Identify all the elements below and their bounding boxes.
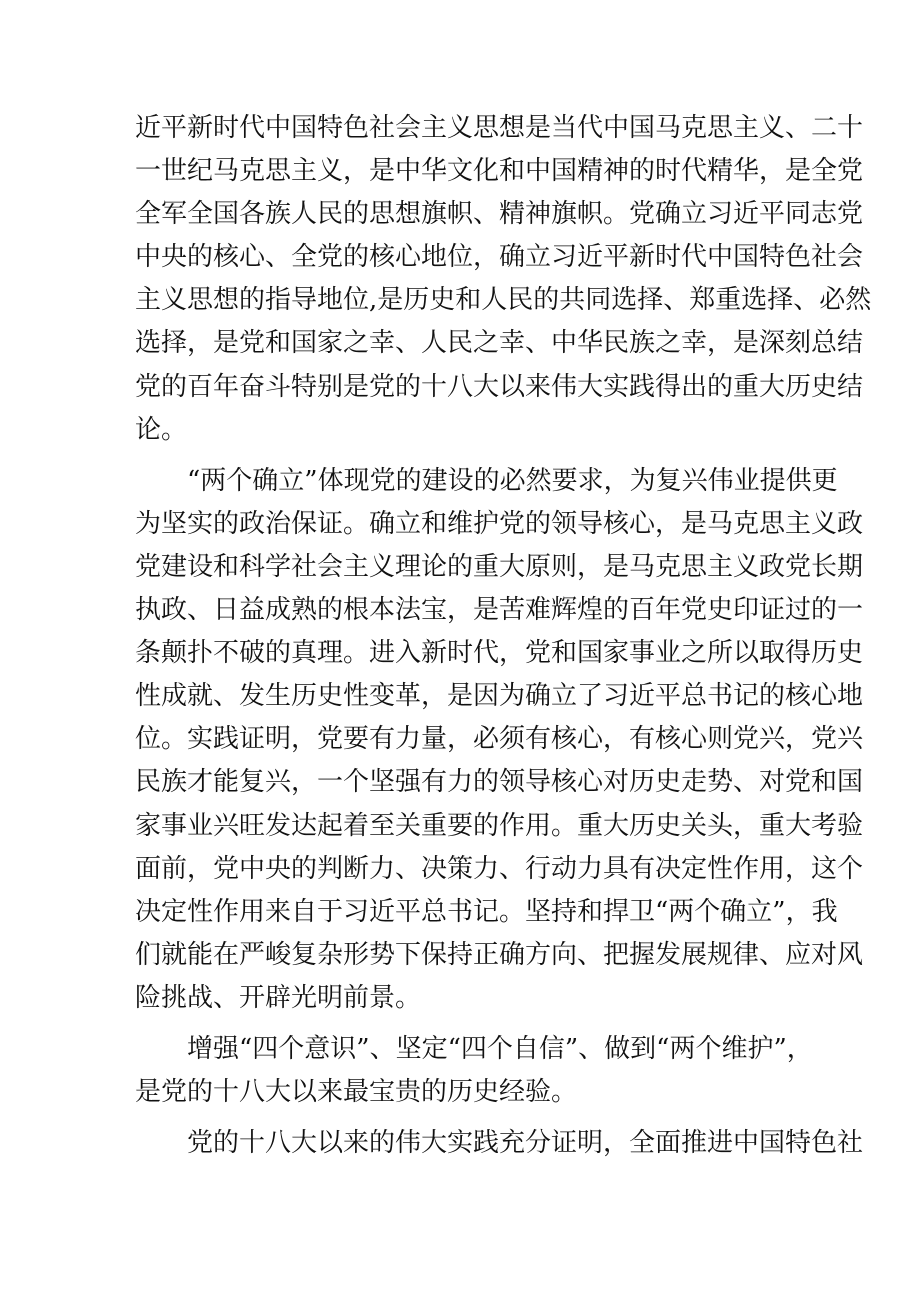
text-line: 选择，是党和国家之幸、人民之幸、中华民族之幸，是深刻总结	[135, 328, 864, 359]
paragraph-1	[135, 107, 872, 452]
document-page	[135, 107, 872, 1165]
text-line: 增强“四个意识”、坚定“四个自信”、做到“两个维护”，	[187, 1033, 813, 1064]
text-line: 近平新时代中国特色社会主义思想是当代中国马克思主义、二十	[135, 113, 864, 143]
text-line: “两个确立”体现党的建设的必然要求，为复兴伟业提供更	[187, 465, 838, 496]
text-line: 一世纪马克思主义，是中华文化和中国精神的时代精华，是全党	[135, 156, 864, 187]
text-line: 为坚实的政治保证。确立和维护党的领导核心，是马克思主义政	[135, 508, 864, 539]
text-line: 面前，党中央的判断力、决策力、行动力具有决定性作用，这个	[135, 853, 864, 884]
text-line: 党的十八大以来的伟大实践充分证明，全面推进中国特色社	[187, 1128, 864, 1159]
text-line: 中央的核心、全党的核心地位，确立习近平新时代中国特色社会	[135, 242, 864, 273]
text-line: 执政、日益成熟的根本法宝，是苦难辉煌的百年党史印证过的一	[135, 595, 864, 626]
paragraph-2	[135, 460, 864, 1020]
text-line: 家事业兴旺发达起着至关重要的作用。重大历史关头，重大考验	[135, 810, 864, 841]
text-line: 条颠扑不破的真理。进入新时代，党和国家事业之所以取得历史	[135, 638, 864, 669]
text-line: 险挑战、开辟光明前景。	[135, 982, 422, 1013]
text-line: 论。	[135, 414, 188, 445]
text-line: 决定性作用来自于习近平总书记。坚持和捍卫“两个确立”，我	[135, 896, 838, 927]
paragraph-4	[135, 1122, 864, 1165]
text-line: 们就能在严峻复杂形势下保持正确方向、把握发展规律、应对风	[135, 939, 864, 970]
text-line: 性成就、发生历史性变革，是因为确立了习近平总书记的核心地	[135, 681, 864, 712]
text-line: 全军全国各族人民的思想旗帜、精神旗帜。党确立习近平同志党	[135, 199, 864, 230]
text-line: 党建设和科学社会主义理论的重大原则，是马克思主义政党长期	[135, 551, 864, 582]
text-line: 是党的十八大以来最宝贵的历史经验。	[135, 1077, 578, 1108]
text-line: 主义思想的指导地位,是历史和人民的共同选择、郑重选择、必然	[135, 285, 872, 316]
text-line: 位。实践证明，党要有力量，必须有核心，有核心则党兴，党兴	[135, 724, 864, 755]
paragraph-3	[135, 1028, 813, 1114]
text-line: 党的百年奋斗特别是党的十八大以来伟大实践得出的重大历史结	[135, 371, 864, 402]
text-line: 民族才能复兴，一个坚强有力的领导核心对历史走势、对党和国	[135, 767, 864, 798]
